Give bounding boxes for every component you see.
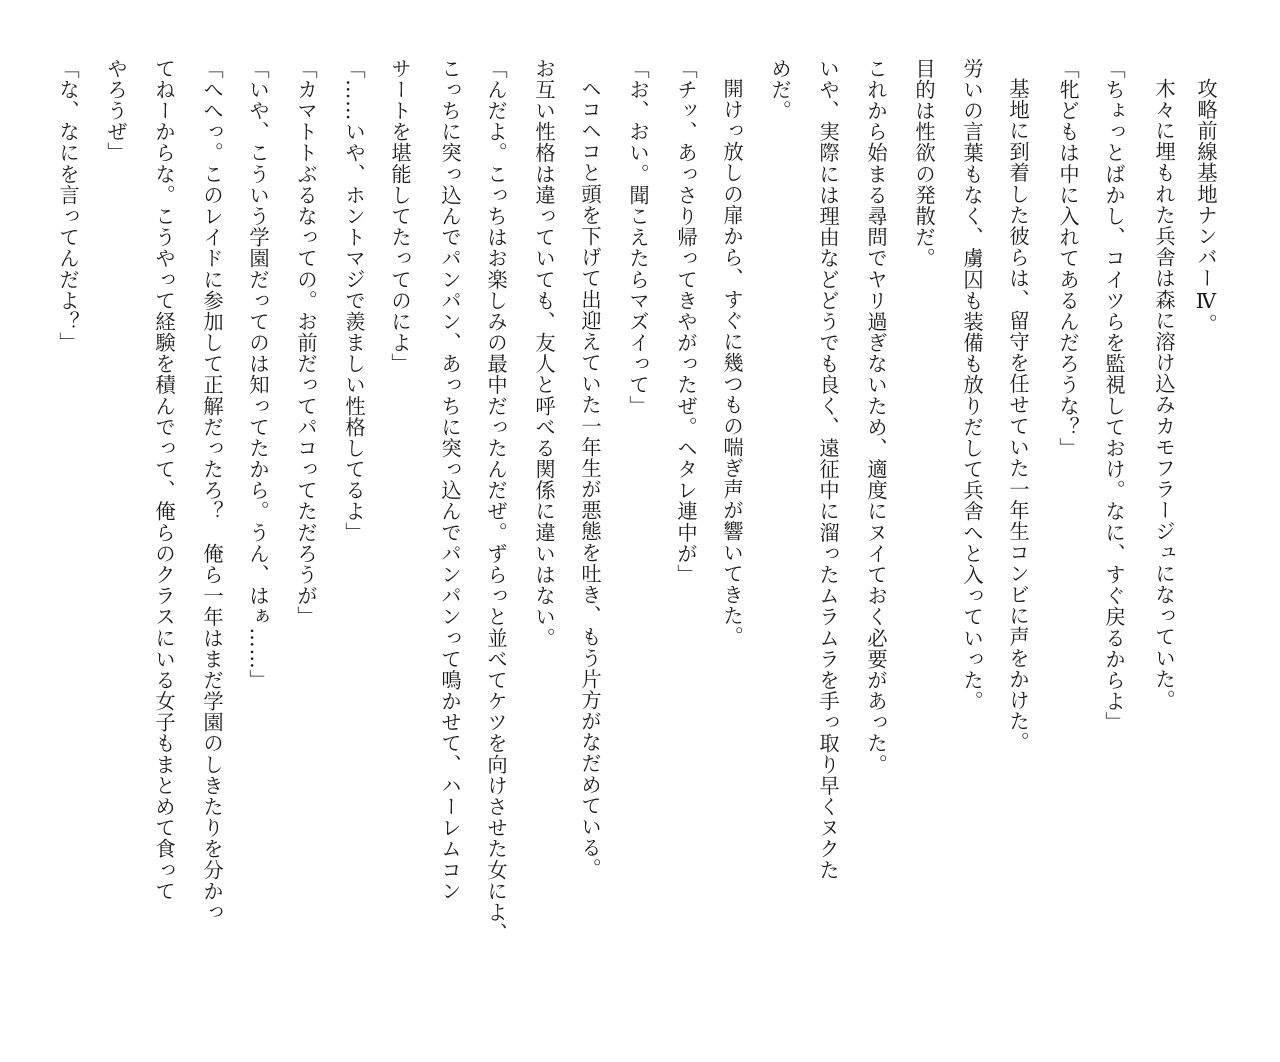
text-column: 「チッ、あっさり帰ってきやがったぜ。ヘタレ連中が」 [674,58,698,586]
text-column: 木々に埋もれた兵舎は森に溶け込みカモフラージュになっていた。 [1152,78,1176,711]
text-column: 「ちょっとばかし、コイツらを監視しておけ。なに、すぐ戻るからよ」 [1102,58,1126,733]
text-column: 開けっ放しの扉から、すぐに幾つもの喘ぎ声が響いてきた。 [720,78,744,648]
text-column: お互い性格は違っていても、友人と呼べる関係に違いはない。 [532,58,556,649]
text-column: ヘコヘコと頭を下げて出迎えていた一年生が悪態を吐き、もう片方がなだめている。 [578,78,602,880]
text-column: 「……いや、ホントマジで羨ましい性格してるよ」 [342,58,366,544]
text-column: 「な、なにを言ってんだよ？」 [56,58,80,354]
text-column: 「んだよ。こっちはお楽しみの最中だったんだぜ。ずらっと並べてケツを向けさせた女によ、 [484,58,508,944]
text-column: 目的は性欲の発散だ。 [912,58,936,269]
text-column: めだ。 [768,58,792,122]
text-column: 「へへっ。このレイドに参加して正解だったろ？ 俺ら一年はまだ学園のしきたりを分かっ [200,58,224,923]
text-column: 基地に到着した彼らは、留守を任せていた一年生コンビに声をかけた。 [1006,78,1030,753]
text-column: 「牝どもは中に入れてあるんだろうな？」 [1056,58,1080,459]
text-column: これから始まる尋問でヤリ過ぎないため、適度にヌイておく必要があった。 [864,58,888,776]
text-column: サートを堪能してたってのによ」 [388,58,412,375]
text-column: 労いの言葉もなく、虜囚も装備も放りだして兵舎へと入っていった。 [960,58,984,712]
text-column: てねーからな。こうやって経験を積んでって、俺らのクラスにいる女子もまとめて食って [152,58,176,902]
text-column: やろうぜ」 [104,58,128,164]
text-column: いや、実際には理由などどうでも良く、遠征中に溜ったムラムラを手っ取り早くヌクた [816,58,840,881]
text-column: 「お、おい。聞こえたらマズイって」 [626,58,650,417]
text-column: 「いや、こういう学園だってのは知ってたから。うん、はぁ……」 [246,58,270,691]
text-column: 「カマトトぶるなっての。お前だってパコってただろうが」 [294,58,318,628]
text-column: こっちに突っ込んでパンパン、あっちに突っ込んでパンパンって鳴かせて、ハーレムコン [438,58,462,902]
text-column: 攻略前線基地ナンバーⅣ。 [1194,78,1218,335]
